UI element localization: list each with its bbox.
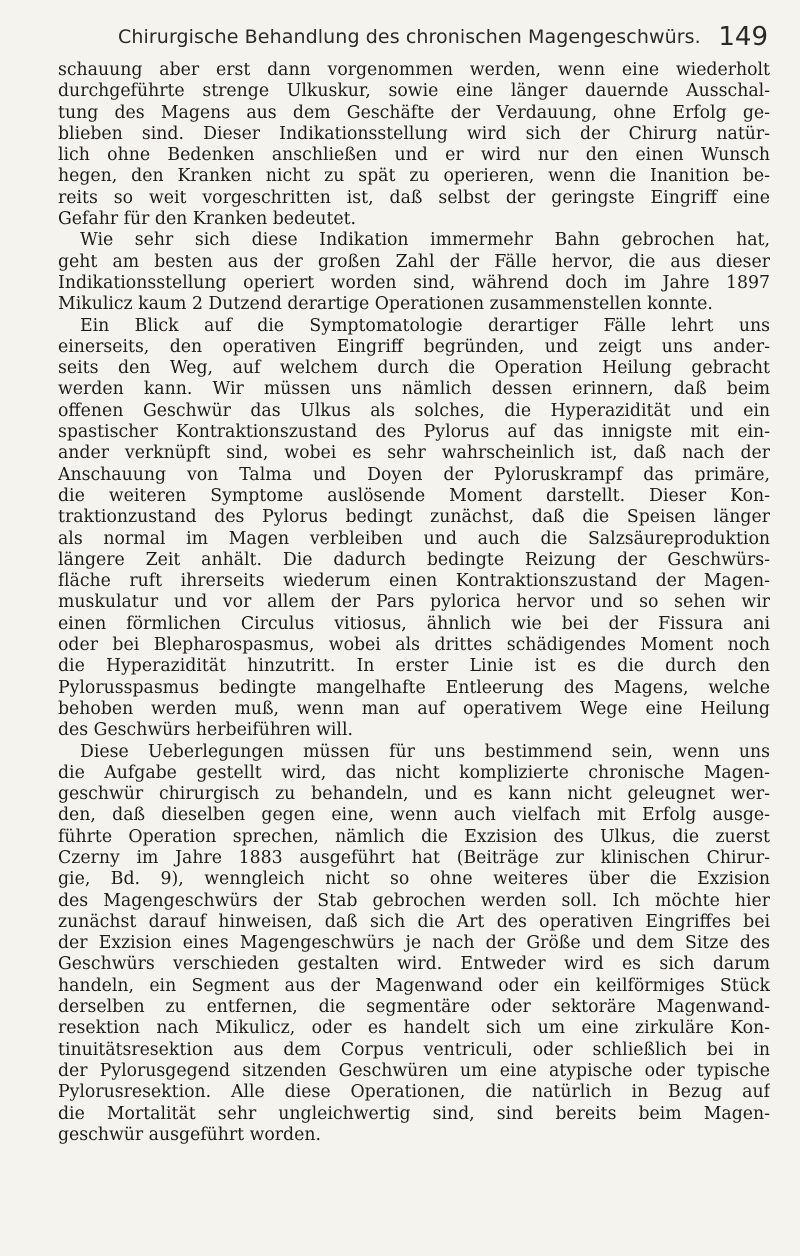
text-line: behoben werden muß, wenn man auf operativem Wege eine Heilung xyxy=(58,698,770,719)
text-line: die Hyperazidität hinzutritt. In erster Linie ist es die durch den xyxy=(58,656,770,677)
text-line: als normal im Magen verbleiben und auch die Salzsäureproduktion xyxy=(58,528,770,549)
text-line: blieben sind. Dieser Indikationsstellung wird sich der Chirurg natür- xyxy=(58,123,770,144)
page-number: 149 xyxy=(718,22,768,52)
text-line: hegen, den Kranken nicht zu spät zu operieren, wenn die Inanition be- xyxy=(58,166,770,187)
text-line: Mikulicz kaum 2 Dutzend derartige Operationen zusammenstellen konnte. xyxy=(58,294,713,315)
text-line: Wie sehr sich diese Indikation immermehr Bahn gebrochen hat, xyxy=(80,230,770,251)
text-line: die Mortalität sehr ungleichwertig sind, sind bereits beim Magen- xyxy=(58,1103,770,1124)
text-line: des Geschwürs herbeiführen will. xyxy=(58,720,353,741)
text-line: Indikationsstellung operiert worden sind, während doch im Jahre 1897 xyxy=(58,272,770,293)
text-line: offenen Geschwür das Ulkus als solches, die Hyperazidität und ein xyxy=(58,400,770,421)
text-line: geschwür ausgeführt worden. xyxy=(58,1124,321,1145)
text-line: fläche ruft ihrerseits wiederum einen Kontraktionszustand der Magen- xyxy=(58,571,770,592)
text-line: Pylorusspasmus bedingte mangelhafte Entleerung des Magens, welche xyxy=(58,677,770,698)
text-line: einerseits, den operativen Eingriff begründen, und zeigt uns ander- xyxy=(58,336,770,357)
body-text xyxy=(58,60,770,1146)
running-head xyxy=(118,22,788,52)
text-line: Gefahr für den Kranken bedeutet. xyxy=(58,209,357,230)
text-line: Diese Ueberlegungen müssen für uns bestimmend sein, wenn uns xyxy=(80,741,770,762)
text-line: den, daß dieselben gegen eine, wenn auch vielfach mit Erfolg ausge- xyxy=(58,805,770,826)
text-line: Czerny im Jahre 1883 ausgeführt hat (Beiträge zur klinischen Chirur- xyxy=(58,847,770,868)
text-line: werden kann. Wir müssen uns nämlich dessen erinnern, daß beim xyxy=(58,379,770,400)
text-line: tung des Magens aus dem Geschäfte der Verdauung, ohne Erfolg ge- xyxy=(58,102,770,123)
text-line: geschwür chirurgisch zu behandeln, und es kann nicht geleugnet wer- xyxy=(58,784,770,805)
text-line: resektion nach Mikulicz, oder es handelt sich um eine zirkuläre Kon- xyxy=(58,1018,770,1039)
text-line: der Exzision eines Magengeschwürs je nach der Größe und dem Sitze des xyxy=(58,933,770,954)
text-line: oder bei Blepharospasmus, wobei als drittes schädigendes Moment noch xyxy=(58,635,770,656)
text-line: zunächst darauf hinweisen, daß sich die Art des operativen Eingriffes bei xyxy=(58,911,770,932)
text-line: der Pylorusgegend sitzenden Geschwüren um eine atypische oder typische xyxy=(58,1060,770,1081)
text-line: traktionzustand des Pylorus bedingt zunächst, daß die Speisen länger xyxy=(58,507,770,528)
text-line: führte Operation sprechen, nämlich die Exzision des Ulkus, die zuerst xyxy=(58,826,770,847)
text-line: Ein Blick auf die Symptomatologie derartiger Fälle lehrt uns xyxy=(80,315,770,336)
text-line: längere Zeit anhält. Die dadurch bedingte Reizung der Geschwürs- xyxy=(58,549,770,570)
text-line: durchgeführte strenge Ulkuskur, sowie eine länger dauernde Ausschal- xyxy=(58,81,770,102)
text-line: lich ohne Bedenken anschließen und er wird nur den einen Wunsch xyxy=(58,145,770,166)
text-line: geht am besten aus der großen Zahl der Fälle hervor, die aus dieser xyxy=(58,251,770,272)
text-line: des Magengeschwürs der Stab gebrochen werden soll. Ich möchte hier xyxy=(58,890,770,911)
text-line: handeln, ein Segment aus der Magenwand oder ein keilförmiges Stück xyxy=(58,975,770,996)
text-line: einen förmlichen Circulus vitiosus, ähnlich wie bei der Fissura ani xyxy=(58,613,770,634)
text-line: reits so weit vorgeschritten ist, daß selbst der geringste Eingriff eine xyxy=(58,187,770,208)
text-line: die weiteren Symptome auslösende Moment darstellt. Dieser Kon- xyxy=(58,485,770,506)
text-line: spastischer Kontraktionszustand des Pylorus auf das innigste mit ein- xyxy=(58,422,770,443)
text-line: tinuitätsresektion aus dem Corpus ventriculi, oder schließlich bei in xyxy=(58,1039,770,1060)
text-line: derselben zu entfernen, die segmentäre oder sektoräre Magenwand- xyxy=(58,997,770,1018)
text-line: die Aufgabe gestellt wird, das nicht komplizierte chronische Magen- xyxy=(58,762,770,783)
running-title: Chirurgische Behandlung des chronischen Magengeschwürs. xyxy=(118,26,701,48)
text-line: Anschauung von Talma und Doyen der Pyloruskrampf das primäre, xyxy=(58,464,770,485)
text-line: gie, Bd. 9), wenngleich nicht so ohne weiteres über die Exzision xyxy=(58,869,770,890)
text-line: Geschwürs verschieden gestalten wird. Entweder wird es sich darum xyxy=(58,954,770,975)
text-line: schauung aber erst dann vorgenommen werden, wenn eine wiederholt xyxy=(58,60,770,80)
text-line: muskulatur und vor allem der Pars pylorica hervor und so sehen wir xyxy=(58,592,770,613)
text-line: seits den Weg, auf welchem durch die Operation Heilung gebracht xyxy=(58,358,770,379)
text-line: ander verknüpft sind, wobei es sehr wahrscheinlich ist, daß nach der xyxy=(58,443,770,464)
text-line: Pylorusresektion. Alle diese Operationen, die natürlich in Bezug auf xyxy=(58,1082,770,1103)
